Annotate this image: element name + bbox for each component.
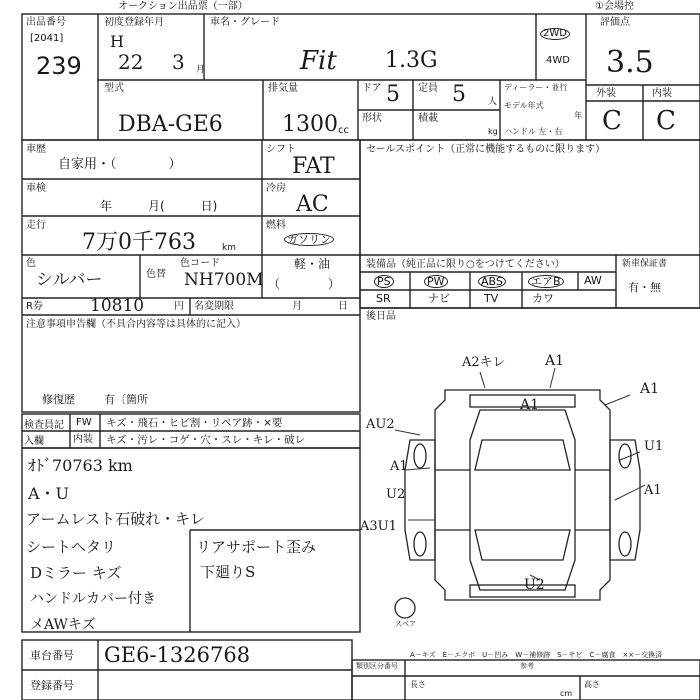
mark-left-door: A1 [390, 459, 408, 474]
registration-era: H [110, 32, 124, 51]
registration-month-unit: 月 [196, 65, 206, 75]
model-year-unit: 年 [574, 111, 582, 120]
fuel-label: 燃料 [266, 220, 286, 231]
mileage-label: 走行 [26, 220, 46, 231]
recycle-value: 10810 [90, 296, 145, 316]
drive-2wd: 2WD [540, 28, 570, 40]
lot-number-label: 出品番号 [26, 17, 66, 28]
lot-number: 239 [36, 52, 82, 80]
remark-odometer: ｵﾄﾞ70763 km [28, 456, 133, 475]
capacity-label: 定員 [418, 83, 438, 94]
inspection-value: 年 月( 日) [100, 199, 218, 213]
sheet-title: オークション出品票（一部） [118, 1, 248, 12]
sales-point-label: セールスポイント（正常に機能するものに限ります） [366, 144, 606, 155]
color-code-label: 色コード [180, 258, 220, 269]
equip-ps: PS [374, 275, 394, 288]
mark-right-door: U1 [644, 439, 664, 454]
model-name: Fit [300, 46, 337, 76]
mileage-value: 7万0千763 [82, 230, 196, 255]
capacity-value: 5 [452, 82, 466, 107]
name-change-deadline-label: 名変期限 [194, 301, 234, 312]
chassis-number: GE6-1326768 [104, 643, 251, 667]
inspector-fw: FW [76, 417, 92, 428]
handle-label: ハンドル 左・右 [504, 127, 563, 136]
legend-ref-label: 類別区分番号 [356, 662, 398, 670]
inspector-interior: 内装 [73, 434, 93, 445]
model-grade: 1.3G [385, 48, 438, 73]
recycle-unit: 円 [174, 301, 184, 312]
fuel-options: 軽・油 [294, 257, 331, 271]
remark-seat-wear: シートヘタリ [26, 538, 117, 556]
mark-rear-bumper: U2 [524, 577, 545, 593]
mark-left-door-2: U2 [386, 487, 406, 502]
color-code: NH700M [184, 270, 264, 290]
legend-ref-label-2: 参考 [520, 662, 534, 670]
remark-au: A・U [28, 484, 70, 503]
mark-left-rear: A3U1 [360, 519, 397, 534]
chassis-label: 車台番号 [30, 649, 74, 662]
registration-number-label: 登録番号 [30, 679, 74, 692]
ac-label: 冷房 [266, 183, 286, 194]
mark-right-fender: A1 [640, 381, 660, 397]
type-code: DBA-GE6 [118, 112, 223, 137]
legend-height: 高さ [584, 680, 600, 689]
displacement-unit: cc [338, 125, 349, 136]
displacement-value: 1300 [282, 112, 338, 137]
doors-value: 5 [386, 82, 400, 107]
equip-abs: ABS [478, 275, 506, 288]
lot-code: [2041] [30, 33, 64, 44]
fuel-paren: （ ） [268, 277, 341, 291]
usage-value: 自家用・（ ） [58, 157, 182, 172]
capacity-unit: 人 [488, 97, 498, 107]
equip-navi: ナビ [428, 292, 450, 305]
warranty-label: 新車保証書 [622, 259, 668, 269]
dealer-label: ディーラー・並行 [504, 83, 568, 92]
registration-month: 3 [172, 50, 185, 74]
recycle-label: R券 [26, 301, 43, 312]
inspector-row1: キズ・飛石・ヒビ割・リペア跡・×要 [106, 417, 283, 429]
color-label: 色 [26, 258, 36, 269]
color-value: シルバー [36, 270, 103, 290]
shift-label: シフト [266, 144, 296, 155]
mark-hood: A1 [520, 397, 540, 413]
shift-value: FAT [292, 154, 335, 179]
registration-year: 22 [118, 50, 144, 74]
deadline-day: 日 [338, 301, 348, 312]
usage-label: 車歴 [26, 144, 46, 155]
color-change-label: 色替 [146, 269, 166, 280]
doors-label: ドア [362, 83, 382, 94]
equip-pw: PW [424, 275, 448, 288]
rear-items-label: 後日品 [366, 311, 396, 322]
score-value: 3.5 [606, 45, 654, 80]
inspection-label: 車検 [26, 183, 46, 194]
spare-label: スペア [395, 620, 416, 628]
remark-handle-cover: ハンドルカバー付き [30, 591, 156, 607]
notes-label: 注意事項申告欄（不具合内容等は具体的に記入） [26, 319, 246, 330]
mileage-unit: km [222, 243, 236, 253]
equip-airbag: エアB [528, 275, 564, 288]
legend-cm: cm [560, 689, 573, 698]
legend-length: 長さ [410, 680, 426, 689]
equip-sr: SR [376, 292, 391, 305]
interior-label: 内装 [652, 88, 672, 99]
displacement-label: 排気量 [268, 83, 298, 94]
inspector-row2: キズ・汚レ・コゲ・穴・スレ・キレ・破レ [106, 434, 306, 446]
shape-label: 形状 [362, 113, 382, 124]
mark-front-right: A1 [545, 353, 565, 369]
exterior-label: 外装 [596, 88, 616, 99]
remark-aw-scratch: メAWキズ [30, 617, 96, 633]
equip-tv: TV [484, 292, 499, 305]
equip-leather: カワ [532, 292, 554, 305]
warranty-value: 有・無 [628, 281, 661, 294]
registration-label: 初度登録年月 [104, 17, 164, 28]
ac-value: AC [296, 192, 329, 217]
drive-4wd: 4WD [546, 55, 570, 66]
score-label: 評価点 [600, 17, 630, 28]
fuel-gasoline: ガソリン [284, 233, 334, 246]
remark-rear-support: リアサポート歪み [196, 538, 317, 556]
repair-value: 有〔箇所 [104, 393, 148, 406]
mark-front-bumper: A2キレ [462, 355, 506, 370]
exterior-grade: C [602, 106, 622, 136]
venue-copy-label: ①会場控 [595, 1, 634, 12]
load-label: 積載 [418, 113, 438, 124]
remark-mirror: Dミラー キズ [30, 564, 122, 582]
repair-label: 修復歴 [42, 393, 75, 406]
inspector-label: 検査員記入欄 [24, 420, 64, 447]
model-grade-label: 車名・グレード [210, 17, 280, 28]
legend-text: A－キズ E－エクボ U－凹み W－補修跡 S－サビ C－腐食 ××－交換済 [410, 651, 663, 659]
remark-armrest: アームレスト石破れ・キレ [26, 510, 205, 528]
model-year-label: モデル年式 [504, 101, 544, 110]
remark-underbody: 下廻りS [200, 563, 256, 581]
equip-aw: AW [584, 274, 602, 287]
interior-grade: C [656, 106, 676, 136]
mark-left-front: AU2 [366, 417, 395, 432]
mark-right-rear: A1 [644, 483, 662, 498]
deadline-month: 月 [292, 301, 302, 312]
load-unit: kg [488, 127, 498, 136]
type-code-label: 型式 [104, 83, 124, 94]
equipment-label: 装備品（純正品に限り○をつけてください） [366, 259, 565, 270]
